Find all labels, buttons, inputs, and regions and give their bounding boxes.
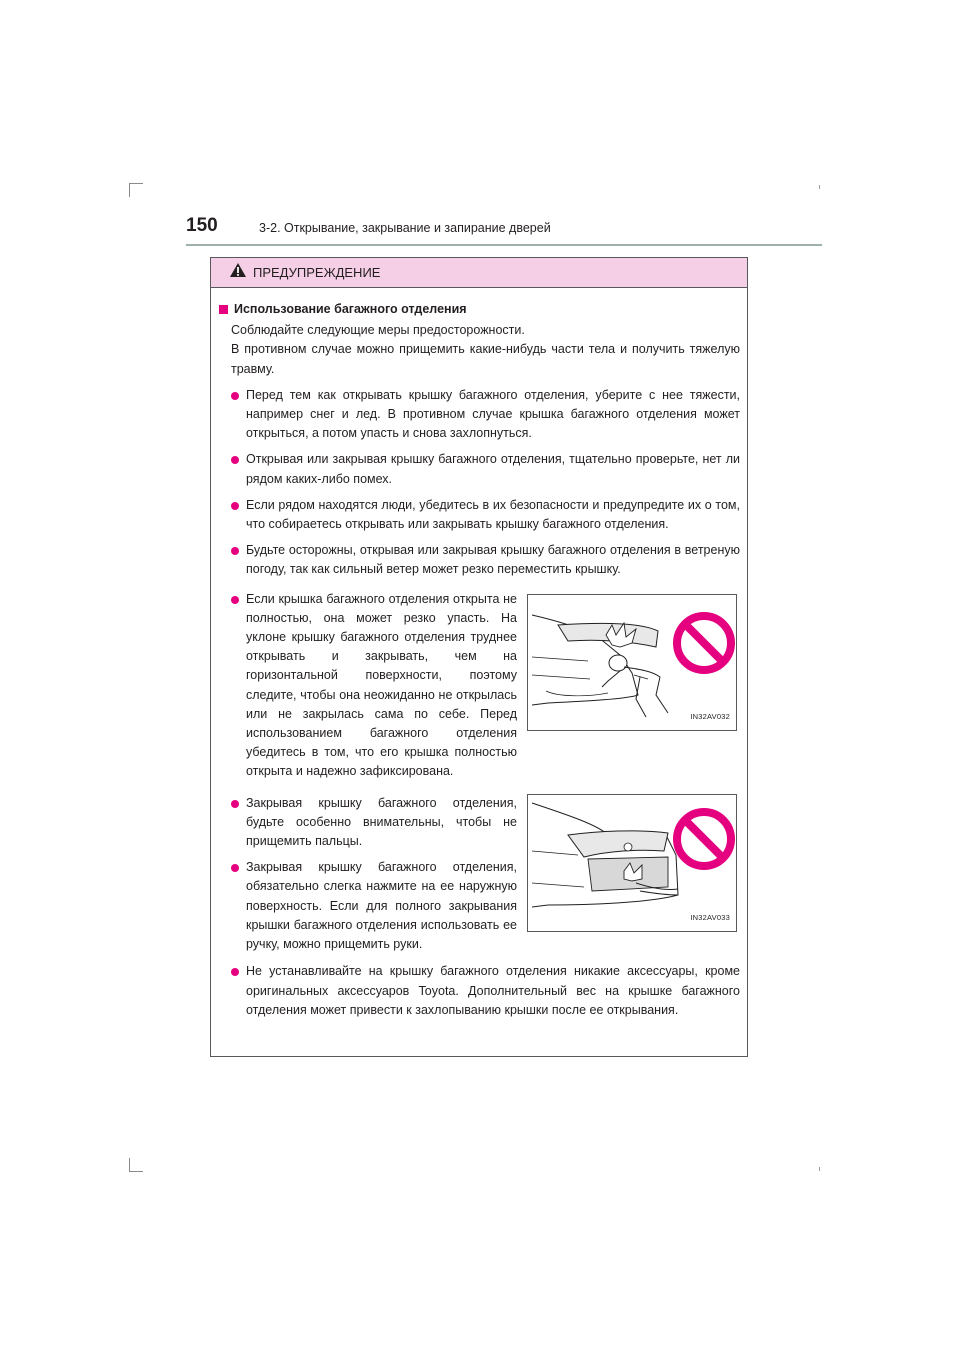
page-number: 150 (186, 215, 218, 236)
bullet-item: Закрывая крышку багажного отделения, будьте особенно внимательны, чтобы не прищемить пальцы. (219, 794, 517, 852)
bullet-dot-icon (231, 800, 239, 808)
bullet-item: Открывая или закрывая крышку багажного отделения, тщательно проверьте, нет ли рядом каких-либо помех. (219, 450, 740, 488)
bullet-dot-icon (231, 547, 239, 555)
bullet-dot-icon (231, 864, 239, 872)
warning-heading: ПРЕДУПРЕЖДЕНИЕ (253, 265, 381, 280)
section-title (219, 300, 740, 319)
intro-line-1: Соблюдайте следующие меры предосторожности. (231, 323, 525, 338)
crop-mark-bottom-left-v (129, 1158, 130, 1172)
square-bullet-icon (219, 305, 228, 314)
warning-header (211, 258, 747, 288)
bullet-item: Закрывая крышку багажного отделения, обязательно слегка нажмите на ее наружную поверхность. Если для полного закрывания крышки багажного отделения использовать ее ручку, можно прищемить руки. (219, 858, 517, 954)
figure-code-1: IN32AV032 (690, 712, 730, 722)
bullet-item: Если крышка багажного отделения открыта не полностью, она может резко упасть. На уклоне крышку багажного отделения труднее открывать и закрывать, чем на горизонтальной поверхности, поэтому следите, чтобы она неожиданно не открылась или не закрылась сама по себе. Перед использованием багажного отделения убедитесь в том, что его крышка полностью открыта и надежно зафиксирована. (219, 590, 517, 782)
figure-row-1-text (219, 580, 517, 782)
section-header-title: 3-2. Открывание, закрывание и запирание дверей (259, 221, 551, 235)
figure-pinched-fingers (527, 794, 737, 932)
crop-mark-top-left-v (129, 183, 130, 197)
section-title-text: Использование багажного отделения (234, 302, 467, 316)
intro-line-2: В противном случае можно прищемить какие-нибудь части тела и получить тяжелую травму. (231, 342, 740, 376)
bullet-dot-icon (231, 502, 239, 510)
crop-mark-bottom-left-h (129, 1171, 143, 1172)
bullet-item: Будьте осторожны, открывая или закрывая крышку багажного отделения в ветреную погоду, так как сильный ветер может резко переместить крышку. (219, 541, 740, 579)
warning-box (210, 257, 748, 1057)
figure-row-2-text (219, 786, 517, 955)
bullet-item: Перед тем как открывать крышку багажного отделения, уберите с нее тяжести, например снег и лед. В противном случае крышка багажного отделения может открыться, а потом упасть и снова захлопнуться. (219, 386, 740, 444)
warning-body (211, 288, 747, 1020)
figure-row-2 (219, 786, 740, 955)
header-rule (186, 244, 822, 246)
warning-triangle-icon (229, 262, 247, 283)
bullet-dot-icon (231, 392, 239, 400)
bullet-dot-icon (231, 456, 239, 464)
figure-trunk-lid-falling (527, 594, 737, 731)
bullet-dot-icon (231, 968, 239, 976)
crop-mark-bottom-right (819, 1167, 820, 1171)
bullet-dot-icon (231, 596, 239, 604)
figure-row-1 (219, 580, 740, 782)
crop-mark-top-left-h (129, 183, 143, 184)
crop-mark-top-right (819, 185, 820, 189)
figure-code-2: IN32AV033 (690, 913, 730, 923)
bullet-item: Если рядом находятся люди, убедитесь в их безопасности и предупредите их о том, что собираетесь открывать или закрывать крышку багажного отделения. (219, 496, 740, 534)
bullet-item: Не устанавливайте на крышку багажного отделения никакие аксессуары, кроме оригинальных аксессуаров Toyota. Дополнительный вес на крышке багажного отделения может привести к захлопыванию крышки после ее открывания. (219, 962, 740, 1020)
